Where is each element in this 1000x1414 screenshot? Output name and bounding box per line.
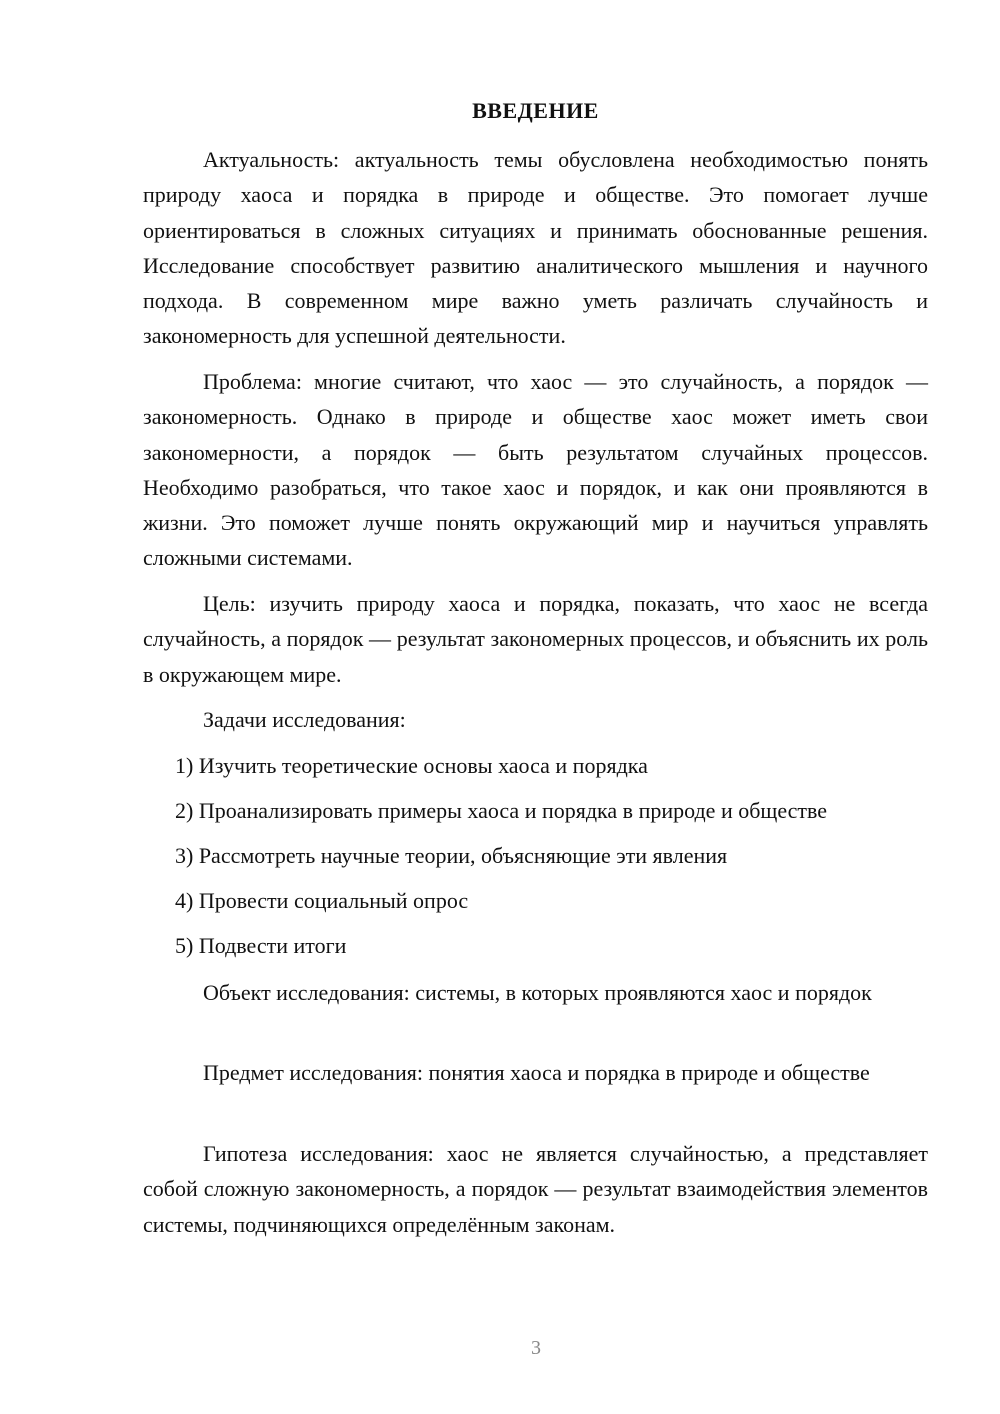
paragraph-hypothesis: Гипотеза исследования: хаос не является случайностью, а представляет собой сложную закономерность, а порядок — результат взаимодействия элементов системы, подчиняющихся определённым законам.	[143, 1141, 928, 1237]
paragraph-goal: Цель: изучить природу хаоса и порядка, показать, что хаос не всегда случайность, а порядок — результат закономерных процессов, и объяснить их роль в окружающем мире.	[143, 591, 928, 687]
task-item-5: 5) Подвести итоги	[175, 933, 347, 958]
paragraph-relevance: Актуальность: актуальность темы обусловлена необходимостью понять природу хаоса и порядка в природе и обществе. Это помогает лучше ориентироваться в сложных ситуациях и принимать обоснованные решения. Исследование способствует развитию аналитического мышления и научного подхода. В современном мире важно уметь различать случайность и закономерность для успешной деятельности.	[143, 147, 928, 349]
paragraph-object: Объект исследования: системы, в которых проявляются хаос и порядок	[203, 980, 872, 1005]
task-item-4: 4) Провести социальный опрос	[175, 888, 469, 913]
paragraph-subject: Предмет исследования: понятия хаоса и порядка в природе и обществе	[203, 1060, 870, 1085]
task-item-2: 2) Проанализировать примеры хаоса и порядка в природе и обществе	[175, 798, 828, 823]
task-item-3: 3) Рассмотреть научные теории, объясняющие эти явления	[175, 843, 728, 868]
paragraph-problem: Проблема: многие считают, что хаос — это случайность, а порядок — закономерность. Однако в природе и обществе хаос может иметь свои закономерности, а порядок — быть результатом случайных процессов. Необходимо разобраться, что такое хаос и порядок, и как они проявляются в жизни. Это поможет лучше понять окружающий мир и научиться управлять сложными системами.	[143, 369, 928, 571]
paragraph-tasks-heading: Задачи исследования:	[203, 707, 406, 732]
page-number: 3	[531, 1337, 541, 1359]
task-item-1: 1) Изучить теоретические основы хаоса и порядка	[175, 753, 648, 778]
section-title: ВВЕДЕНИЕ	[472, 98, 599, 123]
